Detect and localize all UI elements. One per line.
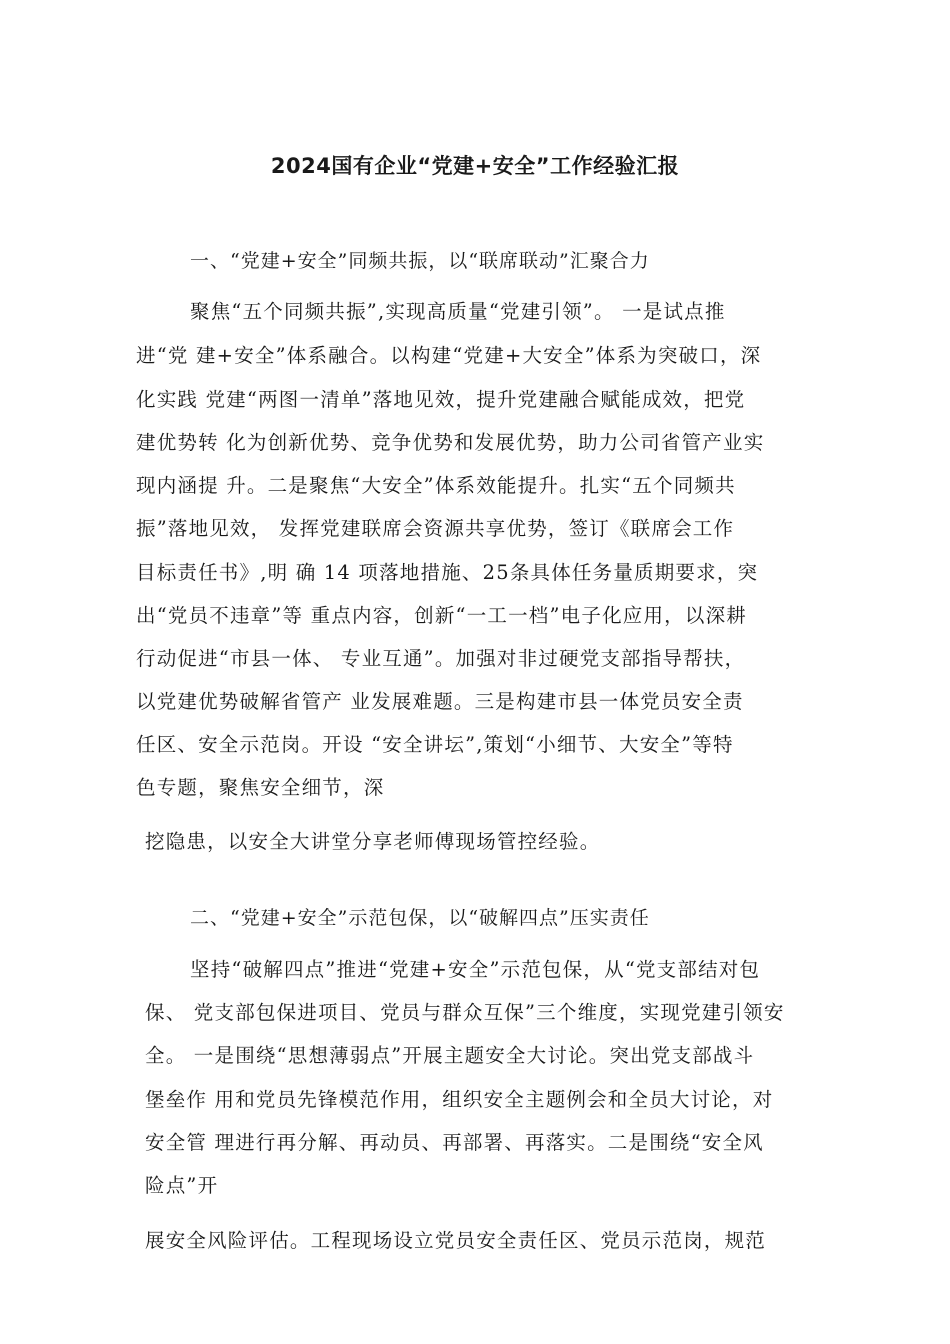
section-1-line: 任区、安全示范岗。开设 “安全讲坛”,策划“小细节、大安全”等特	[136, 733, 734, 756]
section-1-line: 建优势转 化为创新优势、竞争优势和发展优势，助力公司省管产业实	[136, 431, 765, 454]
section-1-line: 色专题，聚焦安全细节，深	[136, 776, 385, 799]
section-1-line: 聚焦“五个同频共振”,实现高质量“党建引领”。 一是试点推	[190, 300, 726, 323]
section-2-line: 安全管 理进行再分解、再动员、再部署、再落实。二是围绕“安全风	[145, 1131, 764, 1154]
section-2-heading: 二、“党建+安全”示范包保，以“破解四点”压实责任	[190, 907, 650, 929]
section-2-line: 展安全风险评估。工程现场设立党员安全责任区、党员示范岗，规范	[145, 1229, 767, 1252]
section-2-line: 险点”开	[145, 1174, 219, 1197]
section-2-line: 坚持“破解四点”推进“党建+安全”示范包保，从“党支部结对包	[190, 958, 761, 981]
section-1-line: 化实践 党建“两图一清单”落地见效，提升党建融合赋能成效，把党	[136, 388, 746, 411]
section-1-line: 现内涵提 升。二是聚焦“大安全”体系效能提升。扎实“五个同频共	[136, 474, 736, 497]
section-1-line: 挖隐患，以安全大讲堂分享老师傅现场管控经验。	[145, 830, 601, 853]
section-1-line: 行动促进“市县一体、 专业互通”。加强对非过硬党支部指导帮扶，	[136, 647, 746, 670]
document-title: 2024国有企业“党建+安全”工作经验汇报	[270, 154, 680, 178]
section-1-line: 进“党 建+安全”体系融合。以构建“党建+大安全”体系为突破口，深	[136, 344, 762, 367]
section-1-line: 出“党员不违章”等 重点内容，创新“一工一档”电子化应用，以深耕	[136, 604, 747, 627]
section-1-line: 目标责任书》,明 确 14 项落地措施、25条具体任务量质期要求，突	[136, 561, 759, 584]
section-2-line: 保、 党支部包保进项目、党员与群众互保”三个维度，实现党建引领安	[145, 1001, 785, 1024]
section-2-line: 全。 一是围绕“思想薄弱点”开展主题安全大讨论。突出党支部战斗	[145, 1044, 755, 1067]
section-1-line: 以党建优势破解省管产 业发展难题。三是构建市县一体党员安全责	[136, 690, 744, 713]
section-1-line: 振”落地见效， 发挥党建联席会资源共享优势，签订《联席会工作	[136, 517, 735, 540]
section-2-line: 堡垒作 用和党员先锋模范作用，组织安全主题例会和全员大讨论，对	[145, 1088, 774, 1111]
section-1-heading: 一、“党建+安全”同频共振，以“联席联动”汇聚合力	[190, 250, 650, 272]
